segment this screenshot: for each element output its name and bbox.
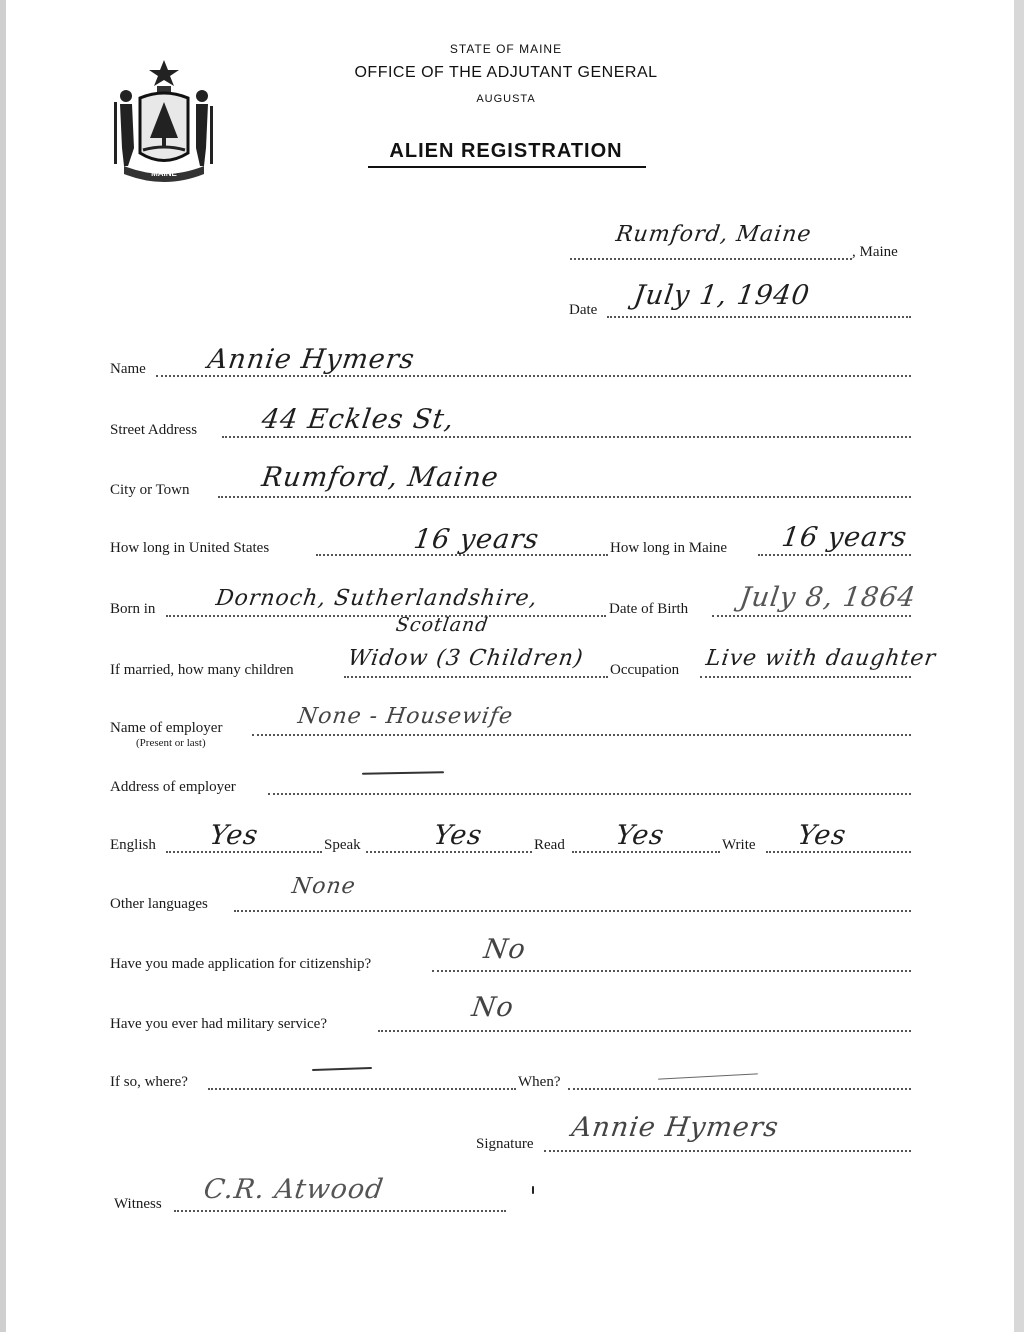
read-label: Read: [534, 837, 565, 853]
location-line: [570, 258, 852, 260]
street-label: Street Address: [110, 422, 198, 438]
occupation-line: [700, 676, 911, 678]
children-label: If married, how many children: [110, 662, 294, 678]
signature-value: Annie Hymers: [569, 1112, 781, 1143]
born-in-country: Scotland: [394, 614, 491, 636]
speak-label: Speak: [324, 837, 361, 853]
read-value: Yes: [613, 820, 667, 851]
other-languages-value: None: [290, 874, 358, 899]
location-suffix: , Maine: [852, 244, 898, 260]
dob-line: [712, 615, 911, 617]
name-value: Annie Hymers: [205, 344, 417, 375]
employer-name-label: Name of employer: [110, 720, 223, 736]
date-line: [607, 316, 911, 318]
employer-address-label: Address of employer: [110, 779, 236, 795]
witness-label: Witness: [114, 1196, 162, 1212]
when-dash: [658, 1073, 758, 1079]
other-languages-line: [234, 910, 911, 912]
when-line: [568, 1088, 911, 1090]
employer-address-dash: [362, 771, 444, 774]
write-line: [766, 851, 911, 853]
dob-value: July 8, 1864: [737, 582, 918, 613]
military-value: No: [469, 992, 517, 1023]
how-long-us-label: How long in United States: [110, 540, 270, 556]
ink-mark: [532, 1186, 534, 1194]
city-heading: AUGUSTA: [476, 93, 536, 105]
name-label: Name: [110, 361, 146, 377]
date-value: July 1, 1940: [631, 280, 812, 311]
other-languages-label: Other languages: [110, 896, 208, 912]
where-line: [208, 1088, 516, 1090]
english-value: Yes: [207, 820, 261, 851]
city-label: City or Town: [110, 482, 190, 498]
signature-label: Signature: [476, 1136, 534, 1152]
employer-name-line: [252, 734, 911, 736]
employer-address-line: [268, 793, 911, 795]
when-label: When?: [518, 1074, 561, 1090]
city-line: [218, 496, 911, 498]
employer-name-value: None - Housewife: [296, 704, 515, 729]
how-long-maine-line: [758, 554, 911, 556]
occupation-value: Live with daughter: [704, 646, 938, 671]
write-label: Write: [722, 837, 756, 853]
born-in-line: [166, 615, 606, 617]
location-value: Rumford, Maine: [614, 222, 814, 247]
dob-label: Date of Birth: [609, 601, 689, 617]
children-value: Widow (3 Children): [346, 646, 586, 671]
children-line: [344, 676, 608, 678]
occupation-label: Occupation: [610, 662, 680, 678]
speak-value: Yes: [431, 820, 485, 851]
military-line: [378, 1030, 911, 1032]
how-long-us-value: 16 years: [411, 524, 542, 555]
english-line: [166, 851, 322, 853]
state-heading: STATE OF MAINE: [449, 42, 563, 56]
witness-line: [174, 1210, 506, 1212]
speak-line: [366, 851, 532, 853]
write-value: Yes: [795, 820, 849, 851]
how-long-maine-label: How long in Maine: [610, 540, 728, 556]
military-label: Have you ever had military service?: [110, 1016, 327, 1032]
city-value: Rumford, Maine: [259, 462, 501, 493]
witness-value: C.R. Atwood: [201, 1174, 386, 1205]
citizenship-line: [432, 970, 911, 972]
citizenship-value: No: [481, 934, 529, 965]
street-line: [222, 436, 911, 438]
english-label: English: [110, 837, 156, 853]
born-in-value: Dornoch, Sutherlandshire,: [214, 586, 540, 611]
svg-text:MAINE: MAINE: [151, 169, 177, 178]
signature-line: [544, 1150, 911, 1152]
title-underline: [368, 166, 646, 168]
where-label: If so, where?: [110, 1074, 188, 1090]
date-label: Date: [569, 302, 598, 318]
form-title: ALIEN REGISTRATION: [389, 140, 623, 162]
maine-seal-icon: [110, 58, 218, 182]
where-dash: [312, 1067, 372, 1071]
employer-name-sublabel: (Present or last): [136, 737, 206, 749]
how-long-maine-value: 16 years: [779, 522, 910, 553]
street-value: 44 Eckles St,: [259, 404, 457, 435]
name-line: [156, 375, 911, 377]
office-heading: OFFICE OF THE ADJUTANT GENERAL: [354, 64, 658, 81]
read-line: [572, 851, 720, 853]
born-in-label: Born in: [110, 601, 156, 617]
citizenship-label: Have you made application for citizenship?: [110, 956, 372, 972]
